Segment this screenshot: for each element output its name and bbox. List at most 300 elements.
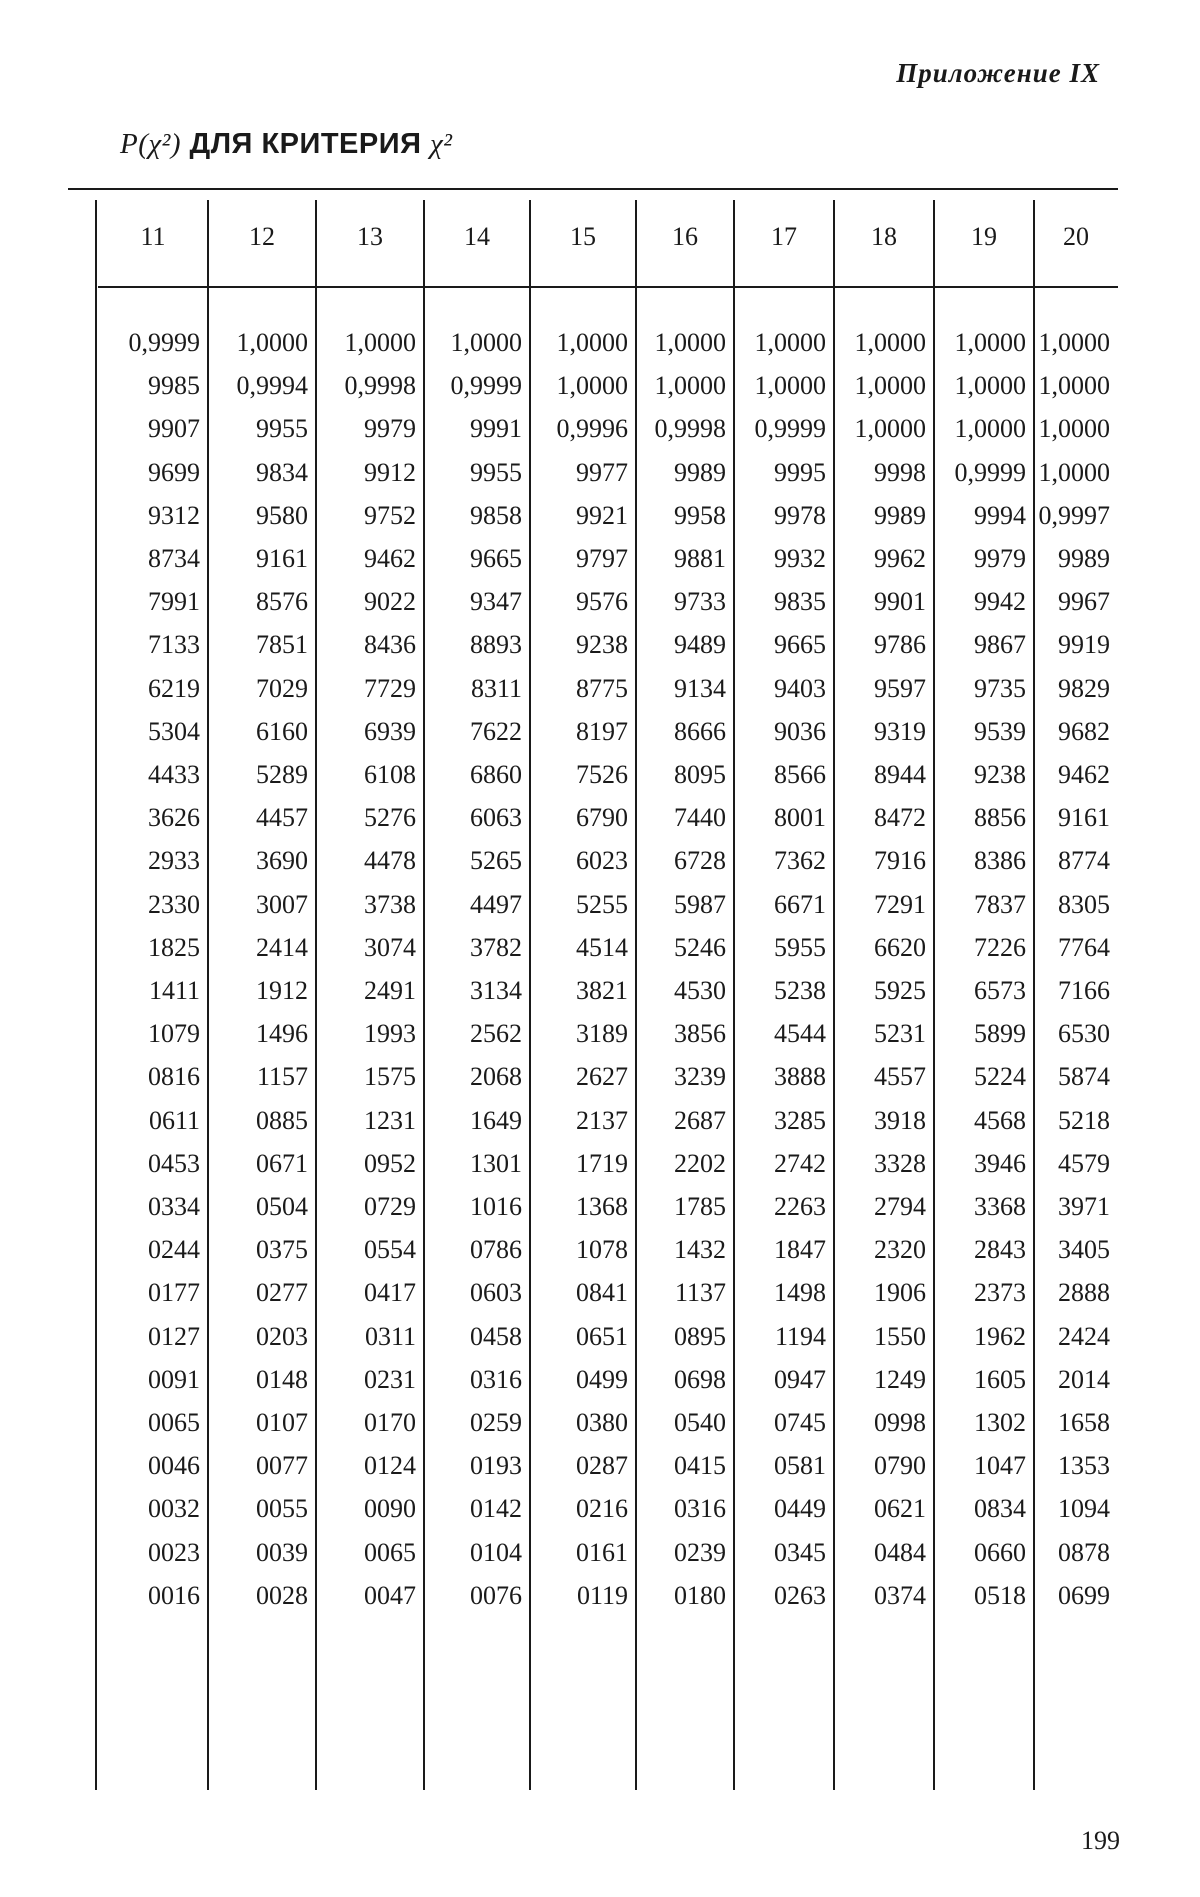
table-cell: 9829 — [1058, 673, 1110, 703]
table-cell: 9489 — [674, 630, 726, 660]
table-cell: 1,0000 — [1038, 414, 1110, 444]
table-cell: 7851 — [256, 630, 308, 660]
table-cell: 8436 — [364, 630, 416, 660]
table-cell: 9403 — [774, 673, 826, 703]
table-cell: 0504 — [256, 1192, 308, 1221]
table-cell: 8856 — [974, 803, 1026, 833]
table-cell: 9901 — [874, 587, 926, 617]
table-cell: 1,0000 — [654, 328, 726, 357]
table-cell: 9867 — [974, 630, 1026, 660]
table-cell: 0816 — [148, 1062, 200, 1092]
table-cell: 0947 — [774, 1364, 826, 1394]
table-cell: 1,0000 — [954, 371, 1026, 401]
table-cell: 8095 — [674, 760, 726, 789]
table-cell: 1575 — [364, 1062, 416, 1092]
table-cell: 9919 — [1058, 630, 1110, 660]
table-cell: 1649 — [470, 1105, 522, 1135]
table-cell: 9912 — [364, 457, 416, 487]
table-cell: 7916 — [874, 846, 926, 876]
table-cell: 4433 — [148, 760, 200, 789]
table-cell: 5238 — [774, 976, 826, 1005]
table-cell: 0375 — [256, 1235, 308, 1265]
table-cell: 1137 — [674, 1278, 726, 1308]
table-cell: 0127 — [148, 1321, 200, 1351]
table-cell: 1,0000 — [556, 371, 628, 401]
table-top-rule — [68, 188, 1118, 190]
table-cell: 9979 — [364, 414, 416, 444]
table-cell: 0104 — [470, 1537, 522, 1567]
table-cell: 5874 — [1058, 1062, 1110, 1092]
table-cell: 9858 — [470, 500, 522, 530]
table-cell: 4568 — [974, 1105, 1026, 1135]
table-cell: 1,0000 — [450, 328, 522, 357]
table-cell: 5265 — [470, 846, 522, 876]
table-cell: 7622 — [470, 716, 522, 746]
table-cell: 3821 — [576, 976, 628, 1005]
table-cell: 5246 — [674, 932, 726, 962]
column-header: 14 — [464, 222, 490, 251]
table-cell: 3782 — [470, 932, 522, 962]
table-cell: 1550 — [874, 1321, 926, 1351]
table-cell: 9580 — [256, 500, 308, 530]
table-cell: 0016 — [148, 1580, 200, 1610]
table-cell: 0841 — [576, 1278, 628, 1308]
table-cell: 9699 — [148, 457, 200, 487]
table-cell: 1353 — [1058, 1451, 1110, 1481]
table-cell: 7291 — [874, 889, 926, 919]
table-cell: 6728 — [674, 846, 726, 876]
table-cell: 0,9998 — [344, 371, 416, 401]
table-cell: 0334 — [148, 1192, 200, 1221]
table-cell: 1847 — [774, 1235, 826, 1265]
table-cell: 0998 — [874, 1408, 926, 1437]
title-prefix: P(χ²) — [120, 128, 181, 160]
table-cell: 7837 — [974, 889, 1026, 919]
table-cell: 1411 — [148, 976, 200, 1005]
table-cell: 2014 — [1058, 1364, 1110, 1394]
table-cell: 2068 — [470, 1062, 522, 1092]
table-cell: 1,0000 — [344, 328, 416, 357]
table-cell: 9977 — [576, 457, 628, 487]
column-header: 16 — [672, 222, 698, 251]
table-cell: 4514 — [576, 932, 628, 962]
table-cell: 0581 — [774, 1451, 826, 1481]
table-cell: 9238 — [576, 630, 628, 660]
table-cell: 1,0000 — [236, 328, 308, 357]
table-cell: 5276 — [364, 803, 416, 833]
table-cell: 3134 — [470, 976, 522, 1005]
table-cell: 8666 — [674, 716, 726, 746]
table-cell: 2424 — [1058, 1321, 1110, 1351]
table-cell: 9347 — [470, 587, 522, 617]
table-cell: 0311 — [364, 1321, 416, 1351]
table-cell: 8472 — [874, 803, 926, 833]
table-cell: 9462 — [1058, 760, 1110, 789]
table-cell: 5289 — [256, 760, 308, 789]
table-cell: 6063 — [470, 803, 522, 833]
table-cell: 9161 — [1058, 803, 1110, 833]
table-cell: 2687 — [674, 1105, 726, 1135]
table-cell: 4544 — [774, 1019, 826, 1049]
title-main: ДЛЯ КРИТЕРИЯ — [180, 128, 430, 160]
table-cell: 9955 — [256, 414, 308, 444]
column-header: 17 — [771, 222, 797, 251]
table-cell: 0032 — [148, 1494, 200, 1524]
table-cell: 4557 — [874, 1062, 926, 1092]
table-cell: 0611 — [148, 1105, 200, 1135]
table-cell: 6573 — [974, 976, 1026, 1005]
table-cell: 9665 — [774, 630, 826, 660]
table-cell: 9735 — [974, 673, 1026, 703]
table-cell: 3239 — [674, 1062, 726, 1092]
table-cell: 5925 — [874, 976, 926, 1005]
table-cell: 5987 — [674, 889, 726, 919]
table-cell: 8305 — [1058, 889, 1110, 919]
table-cell: 1157 — [256, 1062, 308, 1092]
table-cell: 0499 — [576, 1364, 628, 1394]
table-cell: 1249 — [874, 1364, 926, 1394]
table-cell: 6219 — [148, 673, 200, 703]
table-cell: 9962 — [874, 544, 926, 573]
table-cell: 0,9996 — [556, 414, 628, 444]
table-cell: 2202 — [674, 1148, 726, 1178]
table-cell: 7440 — [674, 803, 726, 833]
table-cell: 0660 — [974, 1537, 1026, 1567]
table-cell: 3690 — [256, 846, 308, 876]
table-cell: 0193 — [470, 1451, 522, 1481]
header-bottom-rule — [98, 286, 1118, 288]
table-cell: 9312 — [148, 500, 200, 530]
table-cell: 6860 — [470, 760, 522, 789]
table-cell: 2742 — [774, 1148, 826, 1178]
table-cell: 9786 — [874, 630, 926, 660]
table-cell: 3626 — [148, 803, 200, 833]
table-cell: 1,0000 — [1038, 328, 1110, 357]
table-cell: 3189 — [576, 1019, 628, 1049]
table-cell: 1079 — [148, 1019, 200, 1049]
table-cell: 8893 — [470, 630, 522, 660]
table-cell: 6790 — [576, 803, 628, 833]
page-number: 199 — [1081, 1826, 1120, 1855]
table-cell: 0449 — [774, 1494, 826, 1524]
table-cell: 8566 — [774, 760, 826, 789]
table-cell: 9955 — [470, 457, 522, 487]
table-cell: 0790 — [874, 1451, 926, 1481]
table-cell: 1906 — [874, 1278, 926, 1308]
table-cell: 0540 — [674, 1408, 726, 1437]
table-cell: 0518 — [974, 1580, 1026, 1610]
table-cell: 1,0000 — [754, 371, 826, 401]
table-cell: 8774 — [1058, 846, 1110, 876]
table-cell: 4457 — [256, 803, 308, 833]
table-cell: 9733 — [674, 587, 726, 617]
table-cell: 2794 — [874, 1192, 926, 1221]
table-cell: 1605 — [974, 1364, 1026, 1394]
table-cell: 0028 — [256, 1580, 308, 1610]
table-cell: 2933 — [148, 846, 200, 876]
table-cell: 0076 — [470, 1580, 522, 1610]
table-cell: 0124 — [364, 1451, 416, 1481]
column-header: 13 — [357, 222, 383, 251]
table-cell: 5955 — [774, 932, 826, 962]
table-cell: 0046 — [148, 1451, 200, 1481]
table-cell: 9752 — [364, 500, 416, 530]
table-cell: 0244 — [148, 1235, 200, 1265]
appendix-label: Приложение IX — [896, 58, 1100, 88]
table-cell: 0729 — [364, 1192, 416, 1221]
table-cell: 9161 — [256, 544, 308, 573]
table-cell: 0554 — [364, 1235, 416, 1265]
table-cell: 0671 — [256, 1148, 308, 1178]
table-cell: 9797 — [576, 544, 628, 573]
table-cell: 1231 — [364, 1105, 416, 1135]
table-cell: 0259 — [470, 1408, 522, 1437]
table-cell: 3946 — [974, 1148, 1026, 1178]
table-cell: 9978 — [774, 500, 826, 530]
table-cell: 3971 — [1058, 1192, 1110, 1221]
table-cell: 1194 — [774, 1321, 826, 1351]
table-cell: 0651 — [576, 1321, 628, 1351]
table-cell: 1078 — [576, 1235, 628, 1265]
table-cell: 2888 — [1058, 1278, 1110, 1308]
table-cell: 2137 — [576, 1105, 628, 1135]
table-cell: 8311 — [470, 673, 522, 703]
table-cell: 8576 — [256, 587, 308, 617]
table-cell: 1,0000 — [854, 371, 926, 401]
column-header: 19 — [971, 222, 997, 251]
table-cell: 0231 — [364, 1364, 416, 1394]
table-cell: 0287 — [576, 1451, 628, 1481]
table-cell: 9985 — [148, 371, 200, 401]
table-cell: 9597 — [874, 673, 926, 703]
table-cell: 0107 — [256, 1408, 308, 1437]
table-cell: 0239 — [674, 1537, 726, 1567]
table-cell: 1825 — [148, 932, 200, 962]
table-cell: 0621 — [874, 1494, 926, 1524]
table-cell: 9238 — [974, 760, 1026, 789]
table-cell: 1719 — [576, 1148, 628, 1178]
table-cell: 9462 — [364, 544, 416, 573]
table-cell: 1,0000 — [556, 328, 628, 357]
table-cell: 0077 — [256, 1451, 308, 1481]
table-cell: 0,9999 — [450, 371, 522, 401]
table-cell: 2414 — [256, 932, 308, 962]
table-cell: 8197 — [576, 716, 628, 746]
table-cell: 1,0000 — [954, 328, 1026, 357]
table-cell: 9881 — [674, 544, 726, 573]
table-cell: 9958 — [674, 500, 726, 530]
table-cell: 9036 — [774, 716, 826, 746]
table-cell: 0374 — [874, 1580, 926, 1610]
table-cell: 4497 — [470, 889, 522, 919]
table-cell: 0699 — [1058, 1580, 1110, 1610]
table-cell: 9989 — [674, 457, 726, 487]
table-cell: 1496 — [256, 1019, 308, 1049]
table-cell: 9995 — [774, 457, 826, 487]
table-cell: 3888 — [774, 1062, 826, 1092]
table-cell: 6939 — [364, 716, 416, 746]
table-cell: 0263 — [774, 1580, 826, 1610]
table-cell: 9994 — [974, 500, 1026, 530]
table-cell: 0177 — [148, 1278, 200, 1308]
table-cell: 0180 — [674, 1580, 726, 1610]
table-cell: 0091 — [148, 1364, 200, 1394]
table-cell: 0065 — [148, 1408, 200, 1437]
table-cell: 9665 — [470, 544, 522, 573]
table-cell: 0161 — [576, 1537, 628, 1567]
table-cell: 3738 — [364, 889, 416, 919]
table-cell: 9539 — [974, 716, 1026, 746]
table-cell: 9989 — [874, 500, 926, 530]
table-cell: 9932 — [774, 544, 826, 573]
table-cell: 0698 — [674, 1364, 726, 1394]
title-suffix: χ² — [429, 128, 453, 160]
table-cell: 1,0000 — [854, 328, 926, 357]
table-cell: 8386 — [974, 846, 1026, 876]
table-cell: 1,0000 — [1038, 371, 1110, 401]
table-cell: 6108 — [364, 760, 416, 789]
table-cell: 1658 — [1058, 1408, 1110, 1437]
table-cell: 8944 — [874, 760, 926, 789]
table-cell: 4579 — [1058, 1148, 1110, 1178]
table-cell: 1368 — [576, 1192, 628, 1221]
table-cell: 9682 — [1058, 716, 1110, 746]
table-cell: 0216 — [576, 1494, 628, 1524]
table-cell: 0316 — [674, 1494, 726, 1524]
table-cell: 7991 — [148, 587, 200, 617]
table-cell: 9967 — [1058, 587, 1110, 617]
table-cell: 0952 — [364, 1148, 416, 1178]
table-cell: 5304 — [148, 716, 200, 746]
table-cell: 6023 — [576, 846, 628, 876]
table-cell: 0119 — [576, 1580, 628, 1610]
table-cell: 1016 — [470, 1192, 522, 1221]
table-cell: 4530 — [674, 976, 726, 1005]
table-cell: 7729 — [364, 673, 416, 703]
table-cell: 0277 — [256, 1278, 308, 1308]
table-cell: 2330 — [148, 889, 200, 919]
table-cell: 8775 — [576, 673, 628, 703]
table-cell: 0458 — [470, 1321, 522, 1351]
table-cell: 0603 — [470, 1278, 522, 1308]
table-cell: 0415 — [674, 1451, 726, 1481]
table-cell: 9907 — [148, 414, 200, 444]
table-cell: 1094 — [1058, 1494, 1110, 1524]
table-cell: 3328 — [874, 1148, 926, 1178]
table-cell: 1962 — [974, 1321, 1026, 1351]
table-cell: 0745 — [774, 1408, 826, 1437]
table-cell: 5231 — [874, 1019, 926, 1049]
table-cell: 2320 — [874, 1235, 926, 1265]
table-cell: 2491 — [364, 976, 416, 1005]
table-cell: 0065 — [364, 1537, 416, 1567]
table-cell: 0203 — [256, 1321, 308, 1351]
column-header: 11 — [140, 222, 166, 251]
table-cell: 0345 — [774, 1537, 826, 1567]
table-cell: 0484 — [874, 1537, 926, 1567]
table-cell: 3007 — [256, 889, 308, 919]
table-cell: 0834 — [974, 1494, 1026, 1524]
table-cell: 1785 — [674, 1192, 726, 1221]
column-header: 12 — [249, 222, 275, 251]
table-cell: 9979 — [974, 544, 1026, 573]
column-header: 20 — [1063, 222, 1089, 251]
table-cell: 7166 — [1058, 976, 1110, 1005]
table-cell: 5224 — [974, 1062, 1026, 1092]
table-cell: 9998 — [874, 457, 926, 487]
table-cell: 9921 — [576, 500, 628, 530]
table-cell: 1498 — [774, 1278, 826, 1308]
table-cell: 3074 — [364, 932, 416, 962]
table-cell: 2373 — [974, 1278, 1026, 1308]
table-cell: 0148 — [256, 1364, 308, 1394]
table-cell: 1912 — [256, 976, 308, 1005]
table-cell: 3285 — [774, 1105, 826, 1135]
table-cell: 0878 — [1058, 1537, 1110, 1567]
table-cell: 7362 — [774, 846, 826, 876]
table-cell: 0090 — [364, 1494, 416, 1524]
table-cell: 5218 — [1058, 1105, 1110, 1135]
table-cell: 0885 — [256, 1105, 308, 1135]
table-cell: 9942 — [974, 587, 1026, 617]
table-cell: 9991 — [470, 414, 522, 444]
column-header: 18 — [871, 222, 897, 251]
table-cell: 1302 — [974, 1408, 1026, 1437]
table-cell: 0,9998 — [654, 414, 726, 444]
column-header: 15 — [570, 222, 596, 251]
table-cell: 7764 — [1058, 932, 1110, 962]
table-cell: 3856 — [674, 1019, 726, 1049]
table-cell: 1301 — [470, 1148, 522, 1178]
table-cell: 0039 — [256, 1537, 308, 1567]
table-cell: 1,0000 — [754, 328, 826, 357]
table-cell: 1047 — [974, 1451, 1026, 1481]
table-cell: 0,9999 — [954, 457, 1026, 487]
page-title — [120, 128, 452, 161]
table-cell: 7526 — [576, 760, 628, 789]
table-cell: 0316 — [470, 1364, 522, 1394]
table-cell: 0417 — [364, 1278, 416, 1308]
table-cell: 9134 — [674, 673, 726, 703]
table-cell: 0142 — [470, 1494, 522, 1524]
table-cell: 7226 — [974, 932, 1026, 962]
table-cell: 8734 — [148, 544, 200, 573]
table-left-border — [95, 200, 97, 1790]
table-cell: 0786 — [470, 1235, 522, 1265]
table-cell: 5255 — [576, 889, 628, 919]
table-cell: 9834 — [256, 457, 308, 487]
table-cell: 2843 — [974, 1235, 1026, 1265]
table-cell: 6530 — [1058, 1019, 1110, 1049]
table-cell: 1993 — [364, 1019, 416, 1049]
table-cell: 0055 — [256, 1494, 308, 1524]
table-cell: 1,0000 — [1038, 457, 1110, 487]
table-cell: 9835 — [774, 587, 826, 617]
table-cell: 0,9999 — [754, 414, 826, 444]
table-cell: 2263 — [774, 1192, 826, 1221]
table-cell: 0,9994 — [236, 371, 308, 401]
table-cell: 9576 — [576, 587, 628, 617]
table-cell: 9022 — [364, 587, 416, 617]
table-cell: 9319 — [874, 716, 926, 746]
table-cell: 5899 — [974, 1019, 1026, 1049]
table-cell: 0023 — [148, 1537, 200, 1567]
table-cell: 4478 — [364, 846, 416, 876]
table-cell: 0380 — [576, 1408, 628, 1437]
table-cell: 9989 — [1058, 544, 1110, 573]
table-cell: 1,0000 — [654, 371, 726, 401]
table-cell: 7133 — [148, 630, 200, 660]
